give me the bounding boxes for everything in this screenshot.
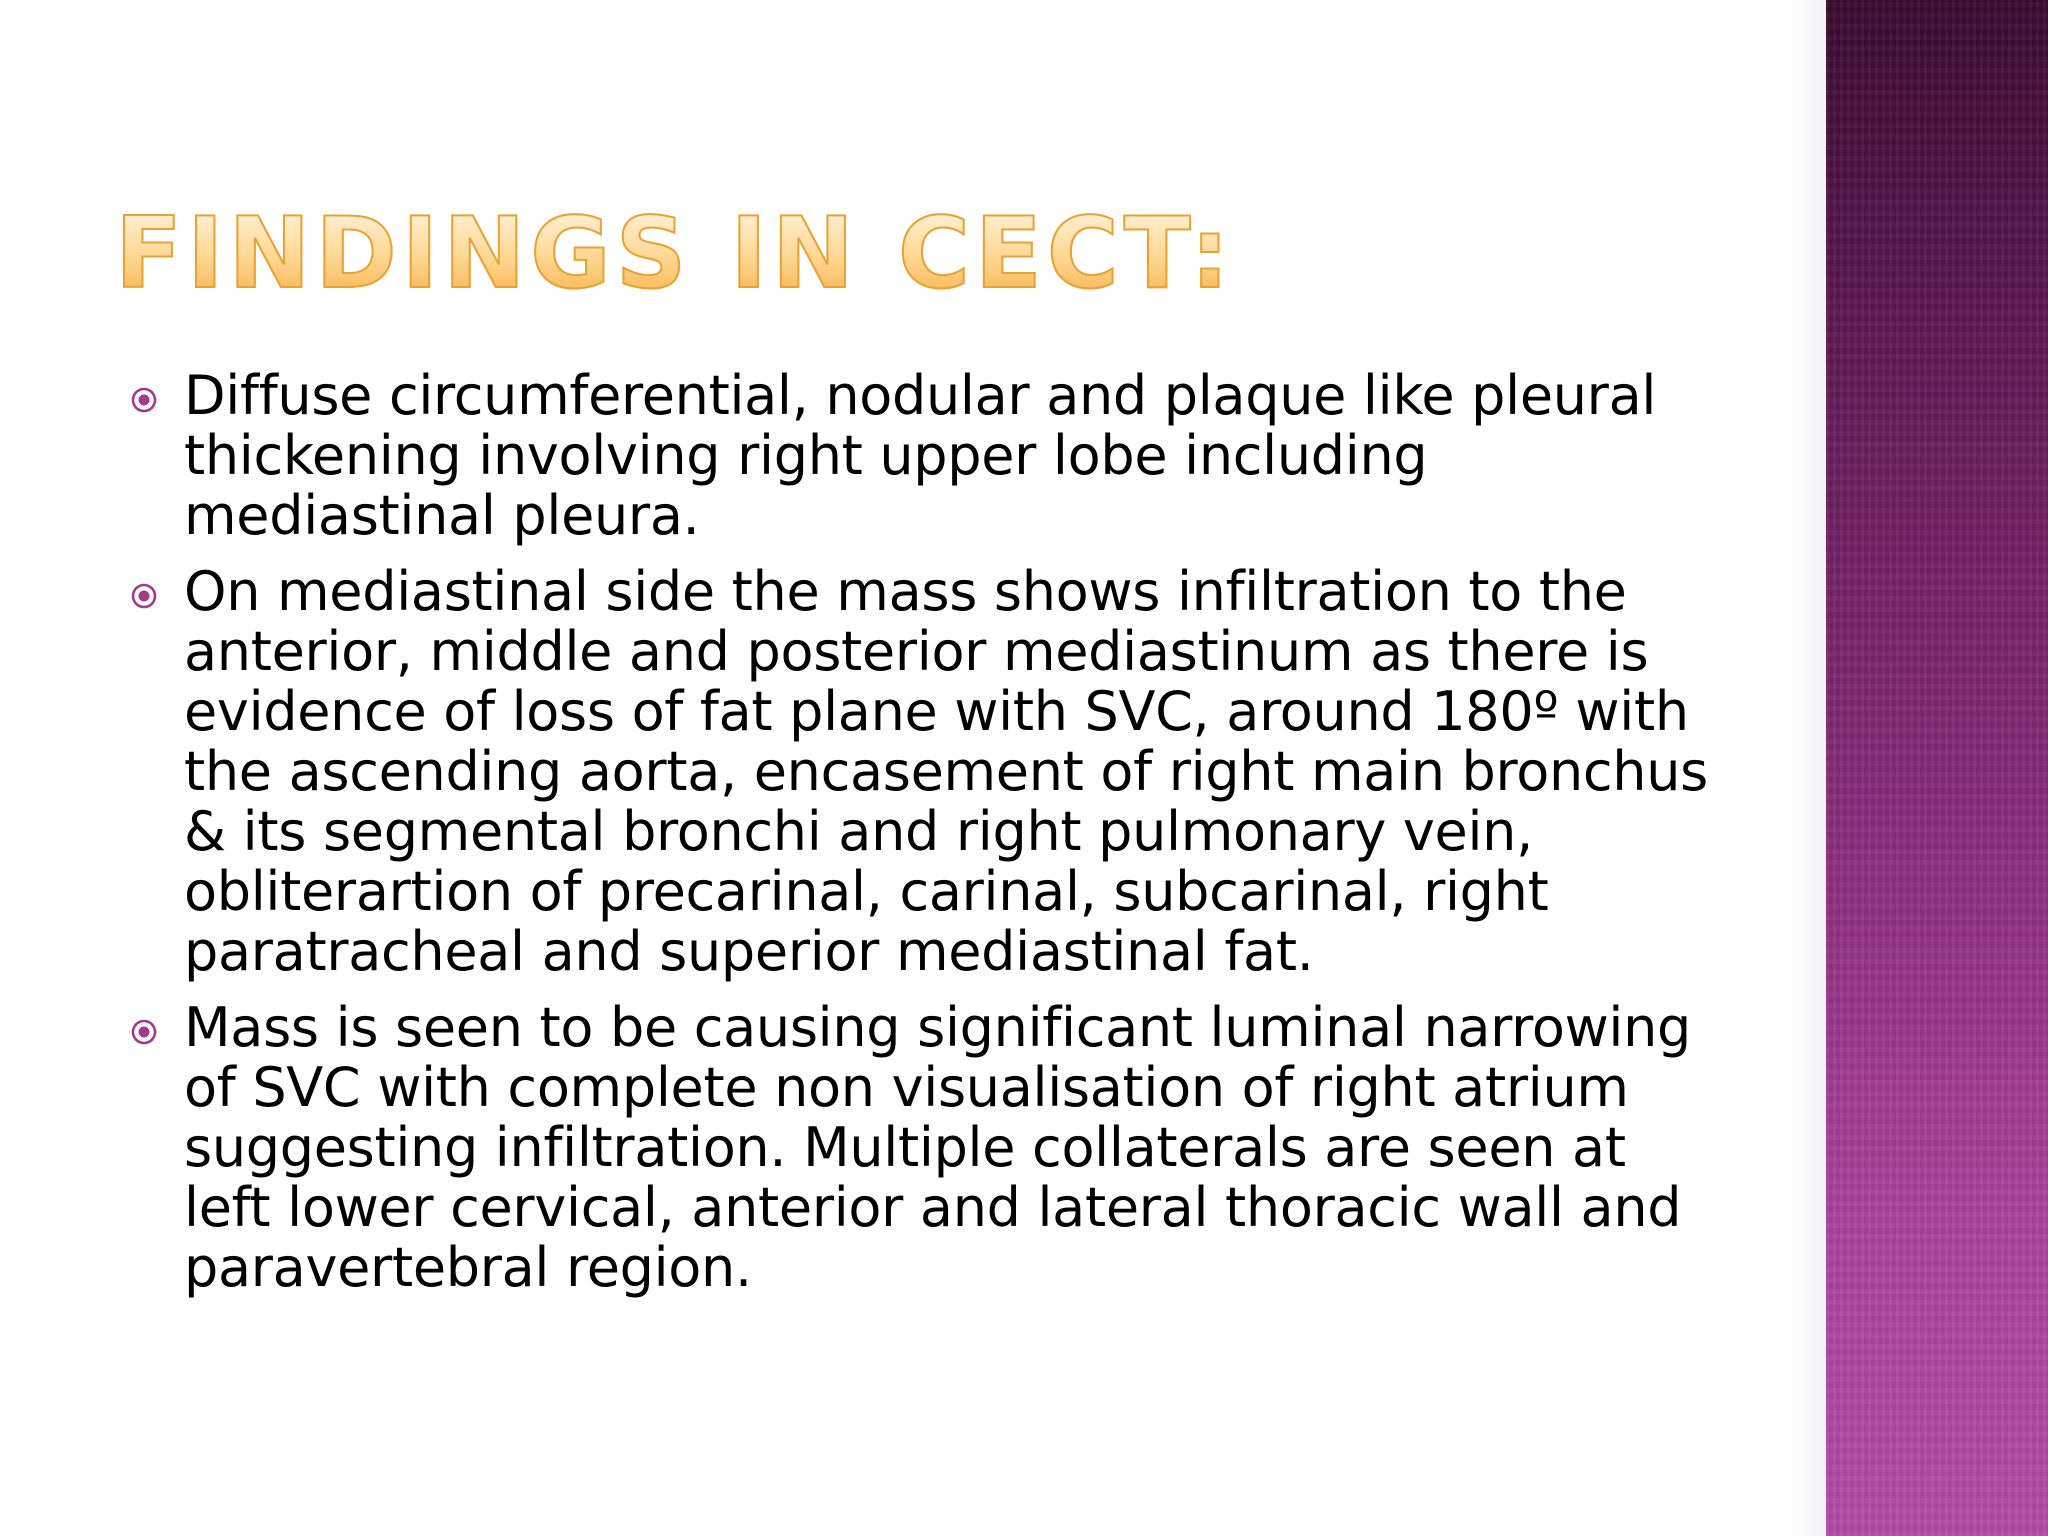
- bullet-list: [130, 366, 1720, 1314]
- radio-bullet-icon: [130, 1018, 158, 1046]
- list-item: [130, 366, 1720, 546]
- list-item: [130, 998, 1720, 1298]
- decorative-side-band: [1826, 0, 2048, 1536]
- list-item: [130, 562, 1720, 982]
- bullet-text: Mass is seen to be causing significant luminal narrowing of SVC with complete non visualisation of right atrium suggesting infiltration. Multiple collaterals are seen at left lower cervical, anterior and lateral thoracic wall and paravertebral region.: [184, 996, 1692, 1299]
- bullet-text: On mediastinal side the mass shows infiltration to the anterior, middle and posterior mediastinum as there is evidence of loss of fat plane with SVC, around 180º with the ascending aorta, encasement of right main bronchus & its segmental bronchi and right pulmonary vein, obliterartion of precarinal, carinal, subcarinal, right paratracheal and superior mediastinal fat.: [184, 560, 1708, 983]
- side-band-shadow: [1786, 0, 1826, 1536]
- radio-bullet-icon: [130, 386, 158, 414]
- bullet-text: Diffuse circumferential, nodular and plaque like pleural thickening involving right upper lobe including mediastinal pleura.: [184, 364, 1657, 547]
- radio-bullet-icon: [130, 582, 158, 610]
- slide-title: FINDINGS IN CECT:: [115, 197, 1235, 311]
